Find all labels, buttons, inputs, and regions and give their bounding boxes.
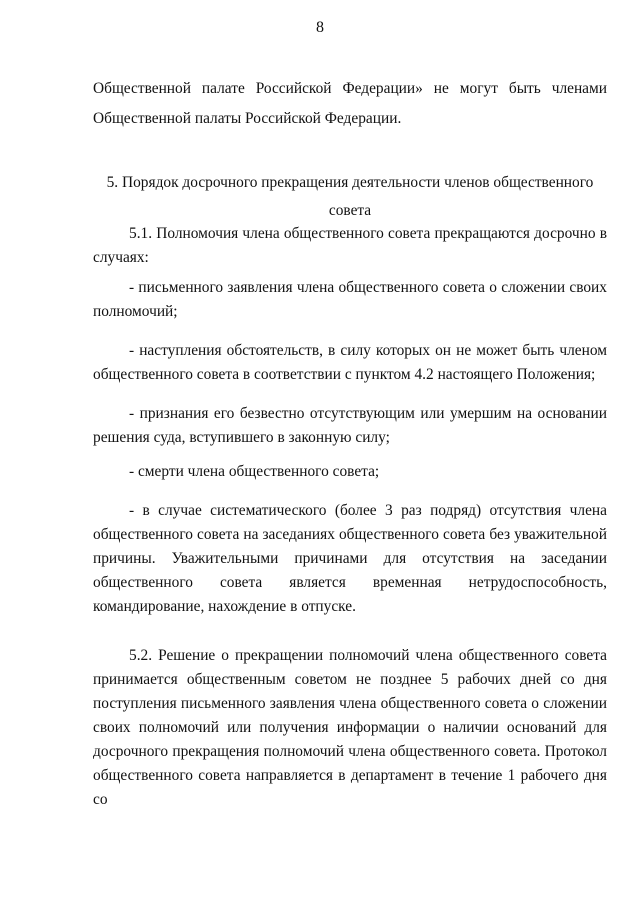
clause-5-1-line-2: случаях: — [93, 249, 149, 266]
clause-5-2-line-6: общественного совета направляется в департамент в течение 1 рабочего дня со — [93, 767, 607, 808]
list-item-2 — [93, 339, 607, 387]
clause-5-2-line-1: 5.2. Решение о прекращении полномочий члена общественного совета — [129, 647, 607, 664]
list-item-5 — [93, 499, 607, 619]
clause-5-1 — [93, 222, 607, 270]
list-item-4-line-1: - смерти члена общественного совета; — [129, 463, 380, 480]
list-item-5-line-3: причины. Уважительными причинами для отсутствия на заседании — [93, 550, 607, 567]
list-item-3 — [93, 402, 607, 450]
clause-5-1-line-1: 5.1. Полномочия члена общественного совета прекращаются досрочно в — [129, 225, 607, 242]
intro-line-2: Общественной палаты Российской Федерации. — [93, 110, 402, 127]
list-item-2-line-2: общественного совета в соответствии с пунктом 4.2 настоящего Положения; — [93, 366, 596, 383]
section-heading — [93, 171, 607, 223]
list-item-5-line-2: общественного совета на заседаниях общественного совета без уважительной — [93, 526, 607, 543]
list-item-5-line-1: - в случае систематического (более 3 раз подряд) отсутствия члена — [129, 502, 607, 519]
clause-5-2-line-2: принимается общественным советом не позднее 5 рабочих дней со дня — [93, 671, 607, 688]
intro-paragraph — [93, 77, 607, 131]
list-item-3-line-2: решения суда, вступившего в законную силу; — [93, 429, 390, 446]
section-heading-line-2: совета — [328, 202, 372, 219]
list-item-4 — [93, 460, 607, 484]
list-item-5-line-5: командирование, нахождение в отпуске. — [93, 598, 356, 615]
list-item-3-line-1: - признания его безвестно отсутствующим или умершим на основании — [129, 405, 607, 422]
clause-5-2-line-5: досрочного прекращения полномочий члена общественного совета. Протокол — [93, 743, 607, 760]
list-item-1 — [93, 276, 607, 324]
page-number: 8 — [316, 19, 324, 36]
clause-5-2 — [93, 644, 607, 812]
intro-line-1: Общественной палате Российской Федерации» не могут быть членами — [93, 80, 607, 97]
list-item-1-line-2: полномочий; — [93, 303, 178, 320]
list-item-2-line-1: - наступления обстоятельств, в силу которых он не может быть членом — [129, 342, 607, 359]
clause-5-2-line-4: своих полномочий или получения информации о наличии оснований для — [93, 719, 607, 736]
list-item-1-line-1: - письменного заявления члена общественного совета о сложении своих — [129, 279, 607, 296]
section-heading-line-1: 5. Порядок досрочного прекращения деятельности членов общественного — [106, 174, 594, 191]
list-item-5-line-4: общественного совета является временная нетрудоспособность, — [93, 574, 607, 591]
clause-5-2-line-3: поступления письменного заявления члена общественного совета о сложении — [93, 695, 607, 712]
